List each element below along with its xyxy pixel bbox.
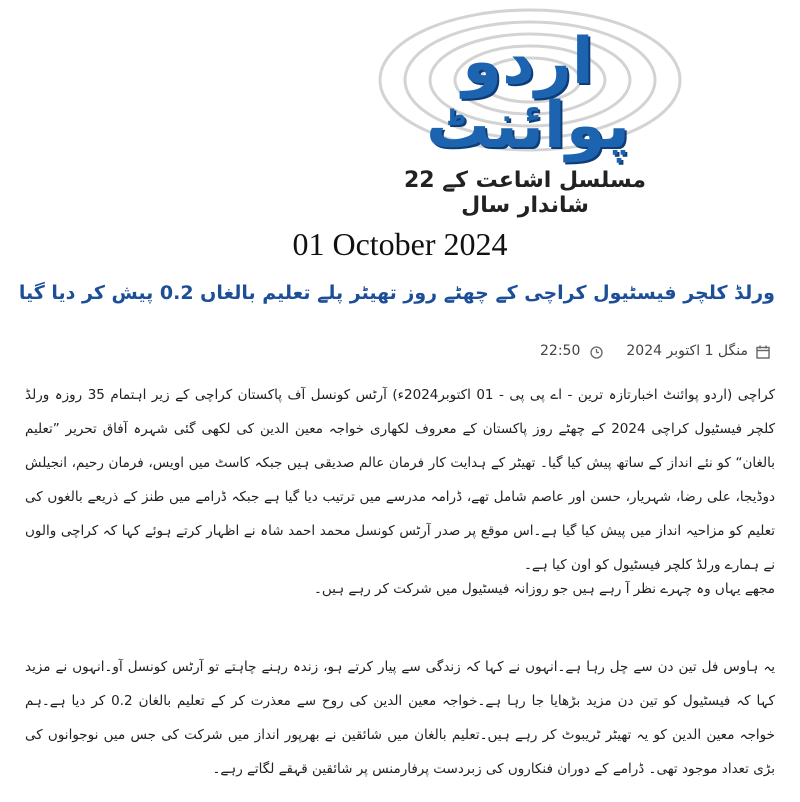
article-paragraph-3: یہ ہاوس فل تین دن سے چل رہا ہے۔انہوں نے کہا کہ زندگی سے پیار کرتے ہو، زندہ رہنے چاہتے تو آرٹس کونسل آو۔انہوں نے مزید کہا کہ فیسٹیول کو تین دن مزید بڑھایا جا رہا ہے۔خواجہ معین الدین کی روح سے معذرت کر کے تعلیم بالغان 0.2 کر دیا ہے۔ہم خواجہ معین الدین کو یہ تھیٹر ٹریبوٹ کر رہے ہیں۔تعلیم بالغان میں شائقین نے بھرپور انداز میں شرکت کی جس میں نوجوانوں کی بڑی تعداد موجود تھی۔ ڈرامے کے دوران فنکاروں کی زبردست پرفارمنس پر شائقین قہقے لگاتے رہے۔ (25, 659, 775, 777)
article-paragraph-1: کراچی (اردو پوائنٹ اخبارتازہ ترین - اے پی پی - 01 اکتوبر2024ء) آرٹس کونسل آف پاکستان کراچی کے زیر اہتمام 35 روزہ ورلڈ کلچر فیسٹیول کراچی 2024 کے چھٹے روز پاکستان کے معروف لکھاری خواجہ معین الدین کی لکھی گئی شہرہ آفاق تحریر ”تعلیم بالغان“ کو نئے انداز کے ساتھ پیش کیا گیا۔ تھیٹر کے ہدایت کار فرمان عالم صدیقی ہیں جبکہ کاسٹ میں اویس، فرمان رحیم، انجیلش دوڈیجا، علی رضا، شہریار، حسن اور عاصم شامل تھے، ڈرامہ مدرسے میں ترتیب دیا گیا ہے جبکہ ڈرامے میں طنز کے ذریعے بالغوں کی تعلیم کو مزاحیہ انداز میں پیش کیا گیا ہے۔اس موقع پر صدر آرٹس کونسل محمد احمد شاہ نے اظہار کرتے ہوئے کہا کہ کراچی والوں نے ہمارے ورلڈ کلچر فیسٹیول کو اون کیا ہے۔ (25, 387, 775, 573)
article-paragraph-2: مجھے یہاں وہ چہرے نظر آ رہے ہیں جو روزانہ فیسٹیول میں شرکت کر رہے ہیں۔ (313, 581, 775, 597)
article-meta (540, 343, 770, 365)
clock-icon (590, 346, 603, 363)
site-logo[interactable]: اردو پوائنٹ (426, 25, 630, 163)
article-headline[interactable]: ورلڈ کلچر فیسٹیول کراچی کے چھٹے روز تھیٹر پلے تعلیم بالغاں 0.2 پیش کر دیا گیا (18, 282, 775, 304)
article-date: منگل 1 اکتوبر 2024 (626, 343, 748, 359)
logo-tagline: مسلسل اشاعت کے 22 شاندار سال (403, 168, 647, 218)
article-time: 22:50 (540, 343, 581, 359)
page-date: 01 October 2024 (292, 226, 508, 262)
calendar-icon (756, 345, 770, 363)
masthead (370, 0, 690, 218)
